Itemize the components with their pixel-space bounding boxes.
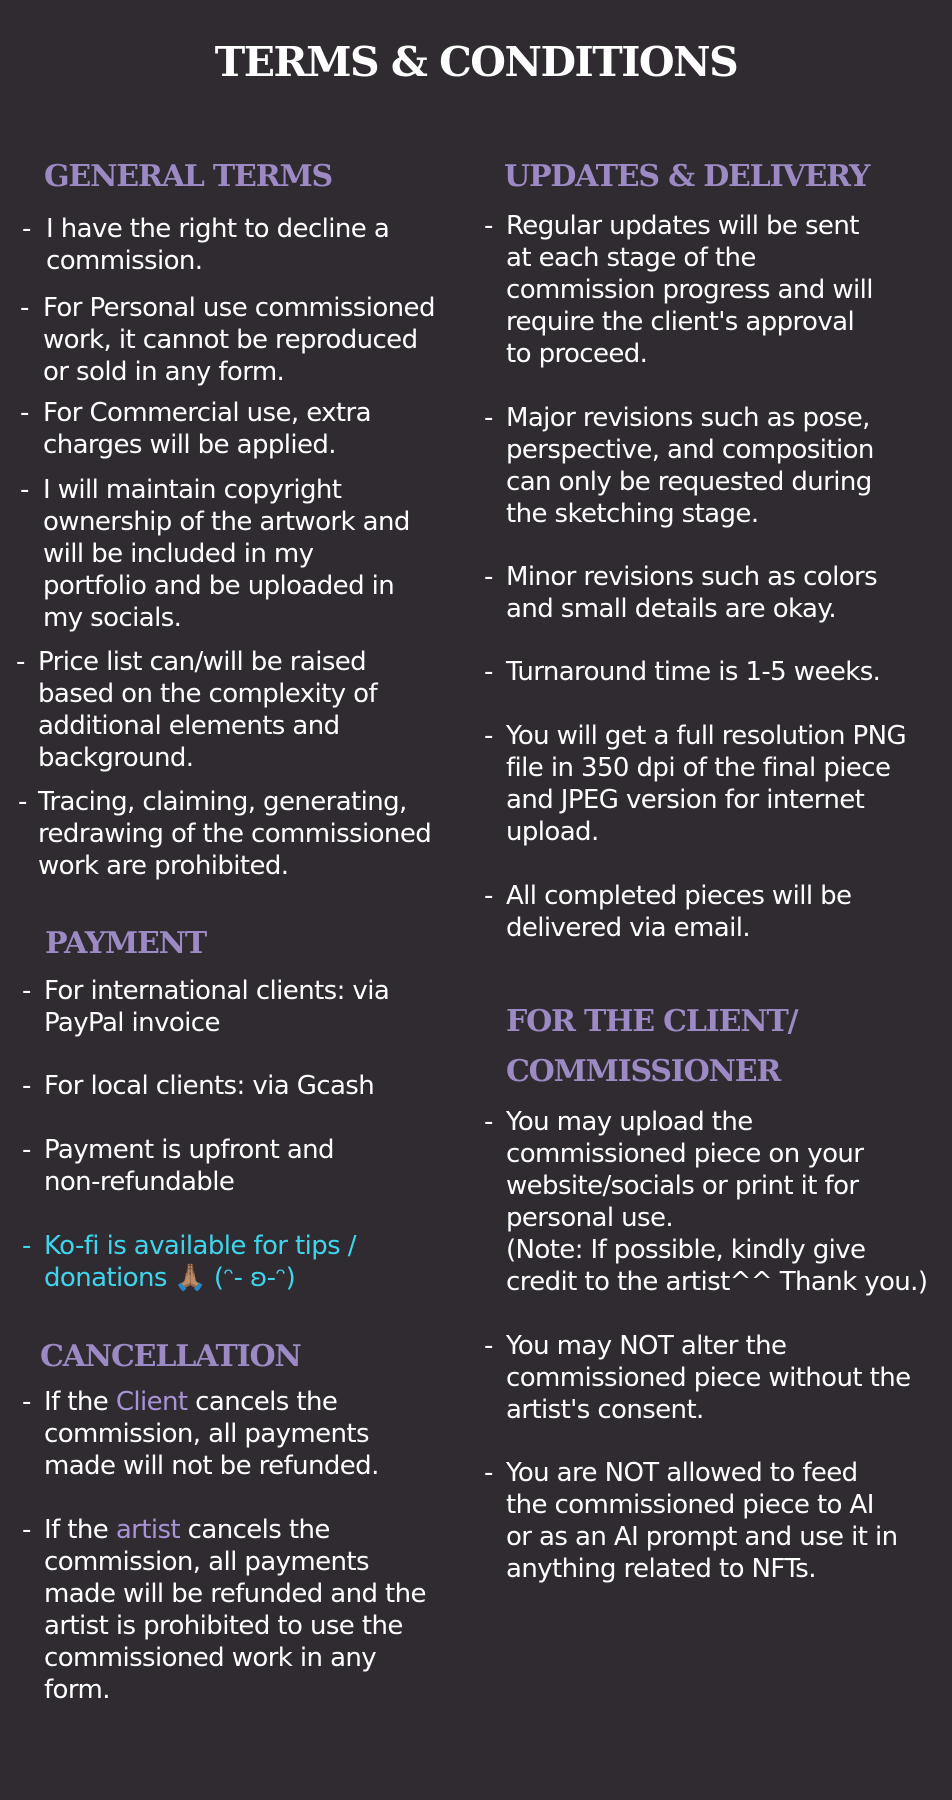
cancellation-text-after: cancels the commission, all payments made will be refunded and the artist is prohibited to use the commissioned work in any form. xyxy=(44,1515,426,1705)
bullet-dash: - xyxy=(484,881,493,911)
bullet-dash: - xyxy=(20,293,29,323)
bullet-dash: - xyxy=(484,211,493,241)
cancellation-item xyxy=(22,1386,462,1482)
general-term-text: Price list can/will be raised based on the complexity of additional elements and background. xyxy=(38,647,378,773)
client-text: You are NOT allowed to feed the commissioned piece to AI or as an AI prompt and use it in anything related to NFTs. xyxy=(506,1458,898,1584)
payment-text: For international clients: via PayPal invoice xyxy=(44,976,390,1038)
cancellation-text-before: If the xyxy=(44,1515,116,1545)
updates-text: Regular updates will be sent at each stage of the commission progress and will require the client's approval to proceed. xyxy=(506,211,873,369)
updates-item xyxy=(484,402,939,530)
general-term-item xyxy=(16,646,456,774)
updates-item xyxy=(484,561,939,625)
cancellation-text xyxy=(22,1386,462,1482)
bullet-dash: - xyxy=(20,398,29,428)
for-client-heading-line1: FOR THE CLIENT/ xyxy=(506,1004,798,1039)
client-text: You may upload the commissioned piece on your website/socials or print it for personal use. (Note: If possible, kindly give credit to the artist^^ Thank you.) xyxy=(506,1107,928,1297)
general-term-item xyxy=(22,213,452,277)
updates-text: Minor revisions such as colors and small details are okay. xyxy=(506,562,878,624)
kofi-item xyxy=(22,1230,462,1294)
cancellation-text xyxy=(22,1514,472,1706)
bullet-dash: - xyxy=(18,787,27,817)
updates-text: Major revisions such as pose, perspective, and composition can only be requested during the sketching stage. xyxy=(506,403,874,529)
client-text: You may NOT alter the commissioned piece without the artist's consent. xyxy=(506,1331,911,1425)
updates-text: Turnaround time is 1-5 weeks. xyxy=(506,657,881,687)
cancellation-item xyxy=(22,1514,472,1706)
for-client-heading-line2: COMMISSIONER xyxy=(506,1054,781,1089)
bullet-dash: - xyxy=(484,721,493,751)
payment-text: Payment is upfront and non-refundable xyxy=(44,1135,334,1197)
general-term-item xyxy=(20,474,460,634)
general-term-text: For Personal use commissioned work, it cannot be reproduced or sold in any form. xyxy=(43,293,435,387)
artist-highlight: artist xyxy=(115,1515,181,1545)
updates-item xyxy=(484,720,944,848)
payment-item xyxy=(22,1134,462,1198)
payment-item xyxy=(22,975,462,1039)
bullet-dash: - xyxy=(22,1387,31,1417)
updates-delivery-heading: UPDATES & DELIVERY xyxy=(504,159,870,194)
bullet-dash: - xyxy=(484,562,493,592)
general-term-text: For Commercial use, extra charges will be applied. xyxy=(43,398,371,460)
bullet-dash: - xyxy=(20,475,29,505)
general-term-text: Tracing, claiming, generating, redrawing of the commissioned work are prohibited. xyxy=(38,787,432,881)
updates-text: You will get a full resolution PNG file in 350 dpi of the final piece and JPEG version for internet upload. xyxy=(506,721,906,847)
cancellation-text-after: cancels the commission, all payments made will not be refunded. xyxy=(44,1387,379,1481)
client-item xyxy=(484,1330,944,1426)
payment-item xyxy=(22,1070,462,1102)
bullet-dash: - xyxy=(22,1515,31,1545)
bullet-dash: - xyxy=(22,1071,31,1101)
general-term-item xyxy=(20,397,460,461)
bullet-dash: - xyxy=(484,403,493,433)
bullet-dash: - xyxy=(484,657,493,687)
bullet-dash: - xyxy=(22,1231,31,1261)
cancellation-heading: CANCELLATION xyxy=(40,1339,301,1374)
bullet-dash: - xyxy=(22,1135,31,1165)
client-item xyxy=(484,1457,944,1585)
payment-heading: PAYMENT xyxy=(45,926,206,961)
bullet-dash: - xyxy=(484,1458,493,1488)
client-item xyxy=(484,1106,944,1298)
bullet-dash: - xyxy=(22,214,31,244)
bullet-dash: - xyxy=(484,1331,493,1361)
general-term-item xyxy=(18,786,468,882)
cancellation-text-before: If the xyxy=(44,1387,116,1417)
bullet-dash: - xyxy=(22,976,31,1006)
bullet-dash: - xyxy=(16,647,25,677)
client-highlight: Client xyxy=(115,1387,188,1417)
payment-text: For local clients: via Gcash xyxy=(44,1071,375,1101)
page-title: TERMS & CONDITIONS xyxy=(214,38,738,86)
bullet-dash: - xyxy=(484,1107,493,1137)
general-term-text: I will maintain copyright ownership of the artwork and will be included in my portfolio and be uploaded in my socials. xyxy=(43,475,410,633)
updates-text: All completed pieces will be delivered via email. xyxy=(506,881,852,943)
general-term-text: I have the right to decline a commission. xyxy=(46,214,390,276)
general-terms-heading: GENERAL TERMS xyxy=(44,159,332,194)
updates-item xyxy=(484,210,939,370)
kofi-text: Ko-fi is available for tips / donations 🙏🏽 (ᵔ- ʚ-ᵔ) xyxy=(44,1231,356,1293)
general-term-item xyxy=(20,292,460,388)
updates-item xyxy=(484,656,939,688)
updates-item xyxy=(484,880,939,944)
